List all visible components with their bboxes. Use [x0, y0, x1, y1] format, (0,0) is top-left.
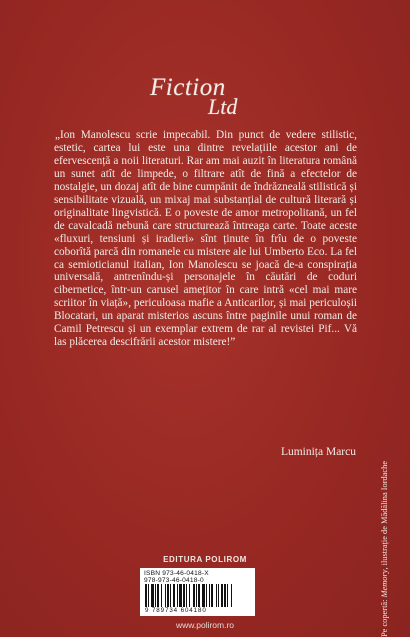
isbn-13: 978-973-46-0418-0 — [144, 577, 204, 584]
barcode-label — [140, 568, 255, 616]
credit-prefix: Pe copertă: — [380, 597, 389, 637]
review-quote: „Ion Manolescu scrie impecabil. Din punct de vedere stilistic, estetic, cartea lui este una dintre revelațiile acestor ani de efervescență a noii literaturi. Rar am mai auzit în literatura română un sunet atît de limpede, o filtrare atît de fină a efectelor de nostalgie, un dozaj atît de bine cumpănit de îndrăzneală stilistică și sensibilitate vizuală, un mixaj mai substanțial de cultură literară și originalitate lingvistică. E o poveste de amor metropolitană, un fel de cavalcadă nebună care structurează întreaga carte. Toate aceste «fluxuri, tensiuni și iradieri» sînt ținute în frîu de o poveste coborîtă parcă din romanele cu mistere ale lui Umberto Eco. La fel ca semioticianul italian, Ion Manolescu se joacă de-a conspirația universală, antrenîndu-și personajele în căutări de coduri cibernetice, într-un carusel amețitor în care intră «cel mai mare scriitor în viață», periculoasa mafie a Anticarilor, și mai periculoșii Blocatari, un aparat misterios ascuns între paginile unui roman de Camil Petrescu și un exemplar extrem de rar al revistei Pif... Vă las plăcerea descifrării acestor mistere!” — [54, 129, 357, 349]
logo-fiction-text: Fiction — [150, 74, 226, 101]
isbn-10: ISBN 973-46-0418-X — [144, 570, 209, 577]
credit-title: Memory — [380, 569, 389, 598]
publisher-name: EDITURA POLIROM — [163, 555, 247, 564]
publisher-website: www.polirom.ro — [175, 620, 235, 630]
cover-credit — [380, 277, 389, 637]
fiction-ltd-logo — [150, 60, 250, 119]
logo-ltd-text: Ltd — [208, 94, 238, 119]
credit-suffix: , ilustrație de Mădălina Iordache — [380, 460, 389, 570]
quote-author: Luminița Marcu — [280, 446, 356, 458]
barcode-digits: 9 789734 604180 — [145, 607, 207, 614]
barcode-icon — [143, 584, 252, 607]
